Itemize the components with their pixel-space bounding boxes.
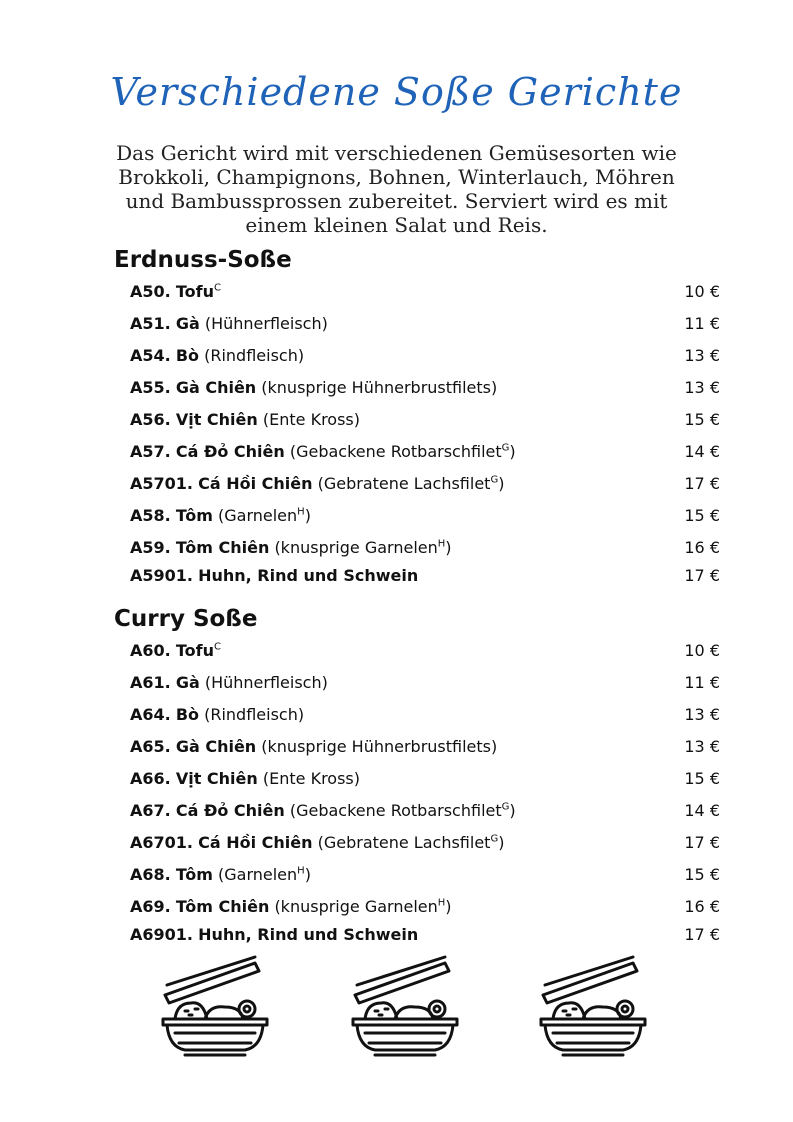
menu-item-name [130,566,418,585]
allergen-mark: G [490,474,499,486]
menu-item-code: A58. [130,506,171,525]
noodle-bowl-with-chopsticks-icon [155,955,275,1060]
menu-item-description: (Gebackene Rotbarschfilet [289,442,502,461]
noodle-bowl-with-chopsticks-icon [533,955,653,1060]
menu-item-name: A68. Tôm (Garnelen$^H$) [130,865,311,884]
menu-item-code: A67. [130,801,171,820]
menu-item-price: 15 € [684,506,720,525]
menu-item-code: A64. [130,705,171,724]
menu-item-price: 17 € [684,566,720,585]
menu-item-price: 15 € [684,865,720,884]
menu-item-name: A69. Tôm Chiên (knusprige Garnelen$^H$) [130,897,452,916]
menu-item-name [130,769,360,788]
menu-item [130,410,720,434]
menu-item-price: 14 € [684,442,720,461]
menu-item-title: Huhn, Rind und Schwein [198,566,419,585]
menu-item-title: Gà Chiên [175,378,257,397]
menu-item-price: 13 € [684,346,720,365]
menu-item [130,925,720,949]
allergen-mark: H [297,865,305,877]
menu-item-price: 11 € [684,673,720,692]
menu-item-code: A5901. [130,566,193,585]
menu-item-title: Cá Hồi Chiên [198,833,313,852]
menu-item-title: Vịt Chiên [175,769,258,788]
menu-item-description: (knusprige Garnelen [274,538,438,557]
menu-item-description: (Garnelen [218,506,298,525]
menu-item-price: 14 € [684,801,720,820]
menu-item-description: (knusprige Garnelen [274,897,438,916]
menu-item-code: A68. [130,865,171,884]
menu-item-name [130,410,360,429]
menu-item-code: A54. [130,346,171,365]
menu-item-price: 13 € [684,378,720,397]
page-title: Verschiedene Soße Gerichte [110,70,683,114]
menu-item [130,378,720,402]
menu-item-code: A56. [130,410,171,429]
intro-text: Das Gericht wird mit verschiedenen Gemüsesorten wie Brokkoli, Champignons, Bohnen, Winterlauch, Möhren und Bambussprossen zubereitet. Serviert wird es mit einem kleinen Salat und Reis. [116,141,677,237]
menu-item [130,346,720,370]
allergen-mark: C [213,641,221,653]
menu-item-name [130,378,497,397]
menu-item-description: (Gebackene Rotbarschfilet [289,801,502,820]
menu-item-price: 17 € [684,833,720,852]
menu-item [130,566,720,590]
menu-item-price: 10 € [684,282,720,301]
menu-item-name: A58. Tôm (Garnelen$^H$) [130,506,311,525]
menu-item-description: (Rindfleisch) [204,346,305,365]
menu-item-title: Tôm Chiên [175,538,270,557]
menu-item-description: (Ente Kross) [262,769,360,788]
menu-item-price: 15 € [684,410,720,429]
menu-item [130,506,720,530]
menu-item-name [130,314,328,333]
menu-item [130,801,720,825]
allergen-mark: C [213,282,221,294]
menu-item-code: A51. [130,314,171,333]
menu-item-code: A50. [130,282,171,301]
menu-item-name: A57. Cá Đỏ Chiên (Gebackene Rotbarschfilet$^G$) [130,442,516,461]
menu-item-title: Cá Hồi Chiên [198,474,313,493]
allergen-mark: G [501,801,510,813]
menu-item [130,474,720,498]
menu-item-price: 17 € [684,925,720,944]
allergen-mark: H [437,538,446,550]
menu-item-title: Bò [175,705,200,724]
menu-item-price: 15 € [684,769,720,788]
menu-item [130,673,720,697]
menu-item-description: (Ente Kross) [262,410,360,429]
menu-item-price: 10 € [684,641,720,660]
menu-item-code: A6901. [130,925,193,944]
menu-item-name [130,641,221,660]
menu-item-title: Cá Đỏ Chiên [175,442,285,461]
menu-item-description: (Garnelen [218,865,298,884]
allergen-mark: H [437,897,446,909]
menu-item-name: A67. Cá Đỏ Chiên (Gebackene Rotbarschfilet$^G$) [130,801,516,820]
menu-item [130,705,720,729]
menu-item-name [130,705,304,724]
menu-item-code: A61. [130,673,171,692]
menu-item-name [130,925,418,944]
menu-item-title: Gà [175,673,200,692]
menu-item-price: 13 € [684,705,720,724]
menu-item-code: A65. [130,737,171,756]
menu-item-description: (Gebratene Lachsfilet [317,833,491,852]
menu-item-name [130,737,497,756]
menu-item-price: 17 € [684,474,720,493]
menu-item-name: A59. Tôm Chiên (knusprige Garnelen$^H$) [130,538,452,557]
menu-item-title: Tofu [175,282,214,301]
menu-item-code: A69. [130,897,171,916]
menu-item-title: Tôm Chiên [175,897,270,916]
menu-item [130,314,720,338]
menu-item-description: (Rindfleisch) [204,705,305,724]
noodle-bowl-with-chopsticks-icon [345,955,465,1060]
section-title-curry: Curry Soße [114,606,258,632]
section-title-erdnuss: Erdnuss-Soße [114,247,292,273]
menu-item-price: 16 € [684,538,720,557]
menu-item-description: (Hühnerfleisch) [204,673,328,692]
menu-item-code: A57. [130,442,171,461]
menu-item-title: Gà [175,314,200,333]
menu-item-description: (Gebratene Lachsfilet [317,474,491,493]
menu-item-description: (knusprige Hühnerbrustfilets) [261,737,498,756]
menu-item-title: Huhn, Rind und Schwein [198,925,419,944]
menu-item-title: Bò [175,346,200,365]
menu-item-name: A6701. Cá Hồi Chiên (Gebratene Lachsfilet$^G$) [130,833,505,852]
menu-item [130,442,720,466]
menu-item-title: Cá Đỏ Chiên [175,801,285,820]
menu-item-title: Vịt Chiên [175,410,258,429]
menu-item-name [130,282,221,301]
menu-item [130,282,720,306]
allergen-mark: G [501,442,510,454]
menu-item-code: A5701. [130,474,193,493]
menu-item-code: A66. [130,769,171,788]
menu-item-description: (knusprige Hühnerbrustfilets) [261,378,498,397]
menu-item-code: A55. [130,378,171,397]
menu-item [130,833,720,857]
menu-item-title: Tôm [175,506,213,525]
menu-item-code: A60. [130,641,171,660]
allergen-mark: H [297,506,305,518]
menu-item-description: (Hühnerfleisch) [204,314,328,333]
allergen-mark: G [490,833,499,845]
menu-item-price: 13 € [684,737,720,756]
menu-item [130,737,720,761]
menu-item-price: 11 € [684,314,720,333]
menu-item [130,641,720,665]
menu-item-title: Tofu [175,641,214,660]
menu-item [130,538,720,562]
menu-item-name: A5701. Cá Hồi Chiên (Gebratene Lachsfilet$^G$) [130,474,505,493]
menu-item-code: A6701. [130,833,193,852]
menu-item-title: Gà Chiên [175,737,257,756]
menu-item-price: 16 € [684,897,720,916]
menu-item-name [130,673,328,692]
menu-item [130,865,720,889]
menu-item [130,897,720,921]
menu-item-name [130,346,304,365]
menu-item-code: A59. [130,538,171,557]
menu-item-title: Tôm [175,865,213,884]
menu-item [130,769,720,793]
